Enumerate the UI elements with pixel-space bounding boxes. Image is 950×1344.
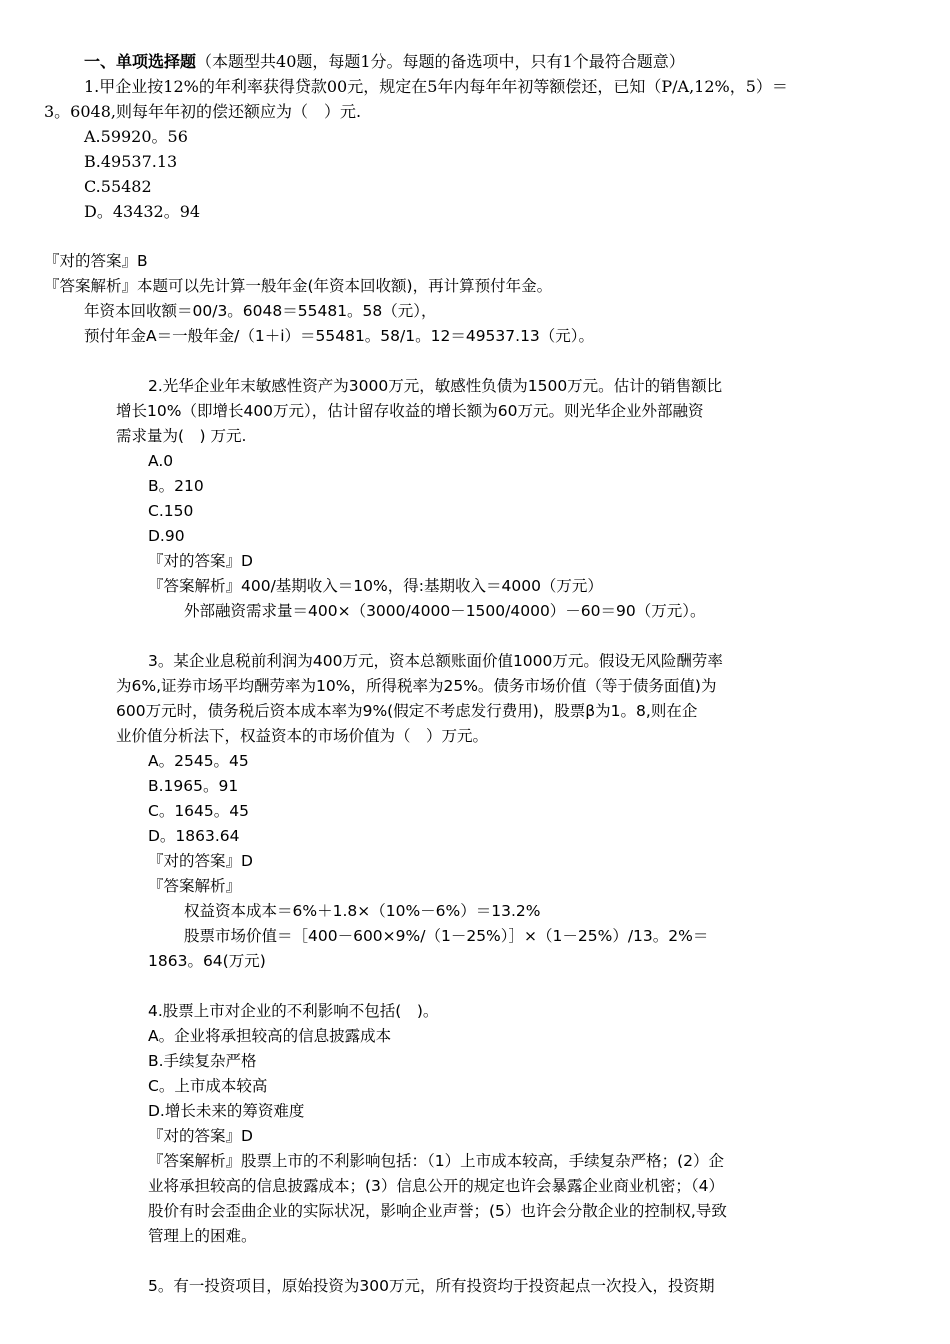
q1-stem-line-1: 1.甲企业按12%的年利率获得贷款00元，规定在5年内每年年初等额偿还，已知（P/A,12%，5）＝ bbox=[84, 77, 788, 96]
q3-option-c: C。1645。45 bbox=[148, 802, 249, 820]
q4-option-a: A。企业将承担较高的信息披露成本 bbox=[148, 1027, 392, 1045]
q2-answer: 『对的答案』D bbox=[148, 552, 253, 570]
q2-stem-line-2: 增长10%（即增长400万元），估计留存收益的增长额为60万元。则光华企业外部融资 bbox=[116, 402, 704, 420]
q1-analysis-line-2: 年资本回收额＝00/3。6048＝55481。58（元）， bbox=[84, 302, 437, 320]
q2-option-d: D.90 bbox=[148, 527, 185, 545]
q2-analysis-line-2: 外部融资需求量＝400×（3000/4000－1500/4000）－60＝90（万元）。 bbox=[184, 602, 706, 620]
q2-option-b: B。210 bbox=[148, 477, 204, 495]
q3-option-b: B.1965。91 bbox=[148, 777, 239, 795]
q3-option-d: D。1863.64 bbox=[148, 827, 240, 845]
q3-answer: 『对的答案』D bbox=[148, 852, 253, 870]
q3-stem-line-3: 600万元时，债务税后资本成本率为9%(假定不考虑发行费用)，股票β为1。8,则在企 bbox=[116, 702, 698, 720]
q1-analysis-line-3: 预付年金A＝一般年金/（1＋i）＝55481。58/1。12＝49537.13（元）。 bbox=[84, 327, 595, 345]
q4-analysis-line-2: 业将承担较高的信息披露成本；(3）信息公开的规定也许会暴露企业商业机密；（4） bbox=[148, 1177, 725, 1195]
q4-option-b: B.手续复杂严格 bbox=[148, 1052, 257, 1070]
section-note: （本题型共40题，每题1分。每题的备选项中，只有1个最符合题意） bbox=[196, 52, 685, 71]
q3-analysis-line-4: 1863。64(万元) bbox=[148, 952, 266, 970]
q1-option-b: B.49537.13 bbox=[84, 152, 178, 171]
q3-analysis-line-2: 权益资本成本＝6%＋1.8×（10%－6%）＝13.2% bbox=[184, 902, 541, 920]
q1-stem-line-2: 3。6048,则每年年初的偿还额应为（ ）元. bbox=[44, 102, 362, 121]
q3-stem-line-4: 业价值分析法下，权益资本的市场价值为（ ）万元。 bbox=[116, 727, 489, 745]
q4-answer: 『对的答案』D bbox=[148, 1127, 253, 1145]
q1-answer: 『对的答案』B bbox=[44, 252, 148, 270]
q1-option-d: D。43432。94 bbox=[84, 202, 201, 221]
q4-option-c: C。上市成本较高 bbox=[148, 1077, 268, 1095]
q3-option-a: A。2545。45 bbox=[148, 752, 249, 770]
q2-option-c: C.150 bbox=[148, 502, 194, 520]
q4-option-d: D.增长未来的筹资难度 bbox=[148, 1102, 305, 1120]
q3-stem-line-1: 3。某企业息税前利润为400万元，资本总额账面价值1000万元。假设无风险酬劳率 bbox=[148, 652, 723, 670]
q5-stem-line-1: 5。有一投资项目，原始投资为300万元，所有投资均于投资起点一次投入，投资期 bbox=[148, 1277, 715, 1295]
q2-stem-line-3: 需求量为( ) 万元. bbox=[116, 427, 247, 445]
q1-option-c: C.55482 bbox=[84, 177, 152, 196]
q4-stem: 4.股票上市对企业的不利影响不包括( )。 bbox=[148, 1002, 439, 1020]
q3-analysis-line-3: 股票市场价值＝［400－600×9%/（1－25%）］×（1－25%）/13。2%＝ bbox=[184, 927, 709, 945]
q2-option-a: A.0 bbox=[148, 452, 174, 470]
q1-option-a: A.59920。56 bbox=[84, 127, 188, 146]
q3-stem-line-2: 为6%,证券市场平均酬劳率为10%，所得税率为25%。债务市场价值（等于债务面值)为 bbox=[116, 677, 717, 695]
q4-analysis-line-3: 股价有时会歪曲企业的实际状况，影响企业声誉；(5）也许会分散企业的控制权,导致 bbox=[148, 1202, 727, 1220]
q3-analysis-line-1: 『答案解析』 bbox=[148, 877, 242, 895]
section-title: 一、单项选择题 bbox=[84, 52, 197, 71]
q2-stem-line-1: 2.光华企业年末敏感性资产为3000万元，敏感性负债为1500万元。估计的销售额比 bbox=[148, 377, 723, 395]
q4-analysis-line-4: 管理上的困难。 bbox=[148, 1227, 257, 1245]
q4-analysis-line-1: 『答案解析』股票上市的不利影响包括：（1）上市成本较高，手续复杂严格；(2）企 bbox=[148, 1152, 725, 1170]
section-heading bbox=[84, 49, 685, 74]
q2-analysis-line-1: 『答案解析』400/基期收入＝10%，得:基期收入＝4000（万元） bbox=[148, 577, 603, 595]
q1-analysis-line-1: 『答案解析』本题可以先计算一般年金(年资本回收额)，再计算预付年金。 bbox=[44, 277, 553, 295]
